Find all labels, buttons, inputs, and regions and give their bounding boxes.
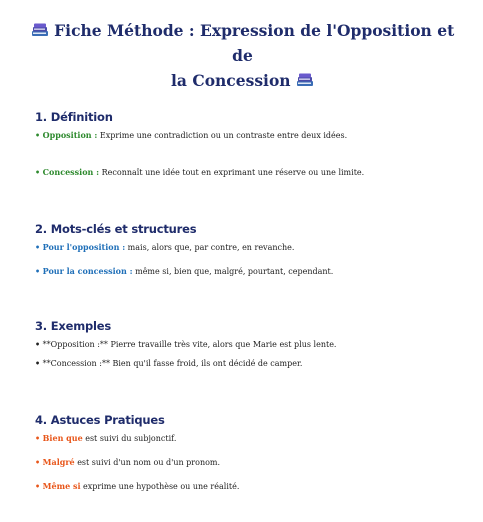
item-text: est suivi d'un nom ou d'un pronom. — [74, 458, 221, 467]
item-text: mais, alors que, par contre, en revanche. — [125, 243, 295, 252]
list-item — [35, 266, 333, 276]
bullet: • — [35, 242, 41, 252]
bullet: • — [35, 457, 41, 467]
title-text-line-1: Fiche Méthode : Expression de l'Opposition et de — [54, 21, 455, 65]
list-item — [35, 457, 220, 467]
item-text: exprime une hypothèse ou une réalité. — [80, 482, 240, 491]
term-opposition-keywords: Pour l'opposition : — [42, 242, 126, 252]
item-text: Reconnaît une idée tout en exprimant une réserve ou une limite. — [99, 168, 365, 177]
books-icon — [296, 73, 314, 87]
section-heading-examples: 3. Exemples — [35, 319, 112, 333]
bullet: • — [35, 339, 41, 349]
term-concession: Concession : — [42, 167, 100, 177]
books-icon — [31, 23, 49, 37]
item-text: est suivi du subjonctif. — [82, 434, 177, 443]
title-line-2 — [20, 68, 465, 93]
term-opposition: Opposition : — [42, 130, 98, 140]
list-item — [35, 130, 347, 140]
section-heading-keywords: 2. Mots-clés et structures — [35, 222, 197, 236]
term-malgre: Malgré — [42, 457, 75, 467]
list-item — [35, 481, 239, 491]
section-heading-definition: 1. Définition — [35, 110, 113, 124]
bullet: • — [35, 481, 41, 491]
term-concession-keywords: Pour la concession : — [42, 266, 133, 276]
item-text: Exprime une contradiction ou un contraste entre deux idées. — [97, 131, 348, 140]
term-bien-que: Bien que — [42, 433, 83, 443]
title-text-line-2: la Concession — [171, 71, 291, 90]
bullet: • — [35, 167, 41, 177]
list-item — [35, 433, 176, 443]
bullet: • — [35, 433, 41, 443]
bullet: • — [35, 266, 41, 276]
list-item — [35, 339, 336, 349]
page-title — [20, 18, 465, 93]
bullet: • — [35, 130, 41, 140]
list-item — [35, 358, 302, 368]
bullet: • — [35, 358, 41, 368]
item-text: même si, bien que, malgré, pourtant, cependant. — [132, 267, 334, 276]
term-meme-si: Même si — [42, 481, 81, 491]
item-text: **Concession :** Bien qu'il fasse froid, ils ont décidé de camper. — [40, 359, 303, 368]
title-line-1 — [20, 18, 465, 68]
list-item — [35, 242, 294, 252]
item-text: **Opposition :** Pierre travaille très vite, alors que Marie est plus lente. — [40, 340, 337, 349]
list-item — [35, 167, 364, 177]
section-heading-tips: 4. Astuces Pratiques — [35, 413, 165, 427]
